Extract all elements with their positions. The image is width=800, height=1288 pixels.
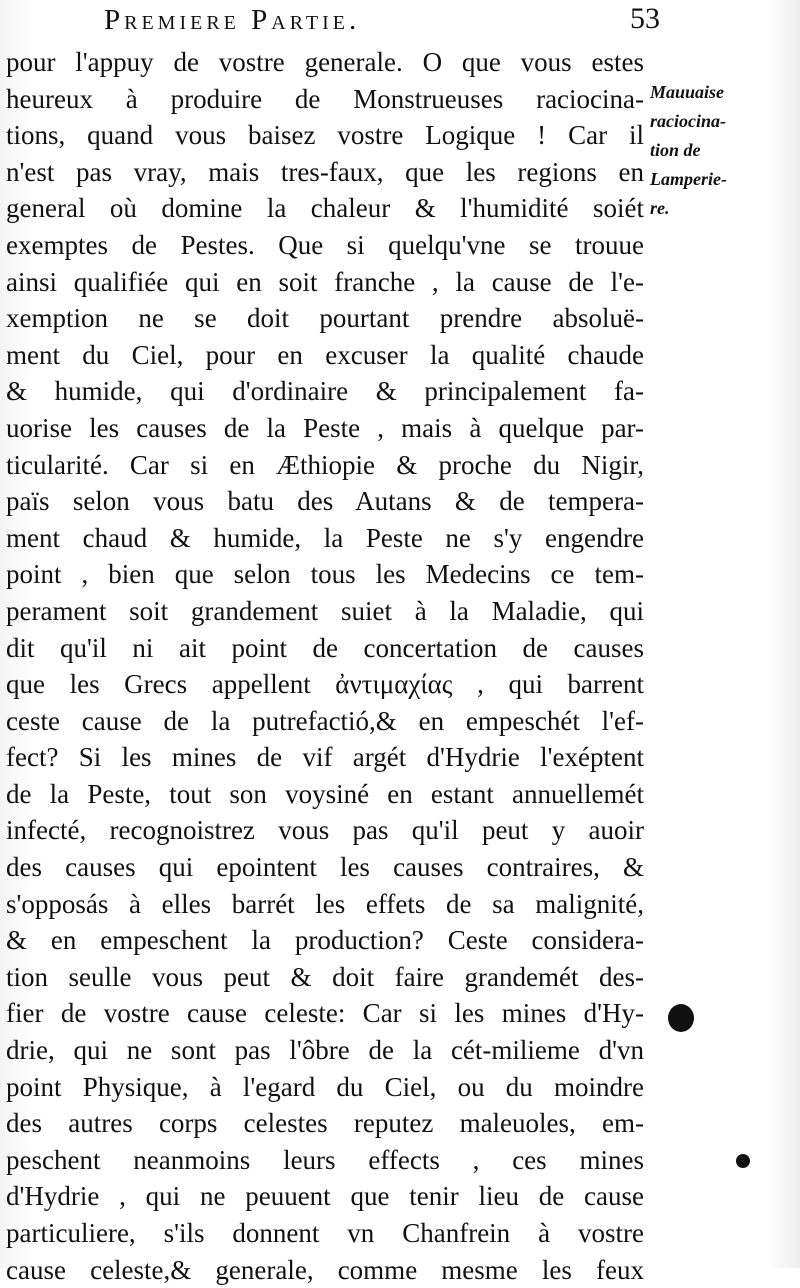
text-line: uorise les causes de la Peste , mais à quelque par- — [6, 412, 644, 443]
margin-note-line: Lamperie- — [650, 169, 727, 189]
text-line: infecté, recognoistrez vous pas qu'il peut y auoir — [6, 815, 644, 846]
text-line: ceste cause de la putrefactió,& en empeschét l'ef- — [6, 705, 644, 736]
text-line: point , bien que selon tous les Medecins ce tem- — [6, 559, 644, 590]
ink-blot — [736, 1154, 750, 1168]
text-line: particuliere, s'ils donnent vn Chanfrein à vostre — [6, 1218, 644, 1248]
text-line: dit qu'il ni ait point de concertation de causes — [6, 632, 644, 663]
text-line: que les Grecs appellent ἀντιμαχίας , qui barrent — [6, 669, 644, 700]
text-line: de la Peste, tout son voysiné en estant annuellemét — [6, 778, 644, 809]
text-line: s'opposás à elles barrét les effets de sa malignité, — [6, 888, 644, 919]
text-line: point Physique, à l'egard du Ciel, ou du moindre — [6, 1071, 644, 1102]
text-line: fier de vostre cause celeste: Car si les mines d'Hy- — [6, 998, 644, 1029]
text-line: cause celeste,& generale, comme mesme les feux — [6, 1254, 644, 1285]
page-number: 53 — [630, 2, 660, 35]
ink-blot — [668, 1004, 694, 1032]
text-line: general où domine la chaleur & l'humidité soiét — [6, 193, 644, 224]
margin-note — [650, 78, 790, 223]
text-line: des causes qui epointent les causes contraires, & — [6, 852, 644, 883]
running-head: Premiere Partie. — [104, 4, 361, 36]
margin-note-line: Mauuaise — [650, 82, 725, 102]
text-line: & humide, qui d'ordinaire & principalement fa- — [6, 376, 644, 407]
text-line: tions, quand vous baisez vostre Logique ! Car il — [6, 120, 644, 151]
text-line: ment chaud & humide, la Peste ne s'y engendre — [6, 522, 644, 553]
margin-note-line: re. — [650, 198, 670, 218]
text-line: ainsi qualifiée qui en soit franche , la cause de l'e- — [6, 266, 644, 297]
text-line: n'est pas vray, mais tres-faux, que les regions en — [6, 156, 644, 187]
text-line: exemptes de Pestes. Que si quelqu'vne se trouue — [6, 229, 644, 260]
text-line: & en empeschent la production? Ceste considera- — [6, 925, 644, 956]
text-line: heureux à produire de Monstrueuses raciocina- — [6, 83, 644, 114]
margin-note-line: raciocina- — [650, 111, 726, 131]
text-line: perament soit grandement suiet à la Maladie, qui — [6, 595, 644, 626]
text-line: peschent neanmoins leurs effects , ces mines — [6, 1144, 644, 1175]
text-line: tion seulle vous peut & doit faire grandemét des- — [6, 961, 644, 992]
page-header — [100, 2, 660, 42]
margin-note-line: tion de — [650, 140, 701, 160]
text-line: ment du Ciel, pour en excuser la qualité chaude — [6, 339, 644, 370]
text-line: des autres corps celestes reputez maleuoles, em- — [6, 1108, 644, 1139]
text-line: ticularité. Car si en Æthiopie & proche du Nigir, — [6, 449, 644, 480]
text-line: fect? Si les mines de vif argét d'Hydrie l'exéptent — [6, 742, 644, 773]
text-line: xemption ne se doit pourtant prendre absoluë- — [6, 303, 644, 334]
text-line: païs selon vous batu des Autans & de tempera- — [6, 486, 644, 517]
text-line: pour l'appuy de vostre generale. O que vous estes — [6, 47, 644, 77]
text-line: drie, qui ne sont pas l'ôbre de la cét-milieme d'vn — [6, 1035, 644, 1066]
text-line: d'Hydrie , qui ne peuuent que tenir lieu de cause — [6, 1181, 644, 1212]
body-text — [6, 44, 644, 1288]
